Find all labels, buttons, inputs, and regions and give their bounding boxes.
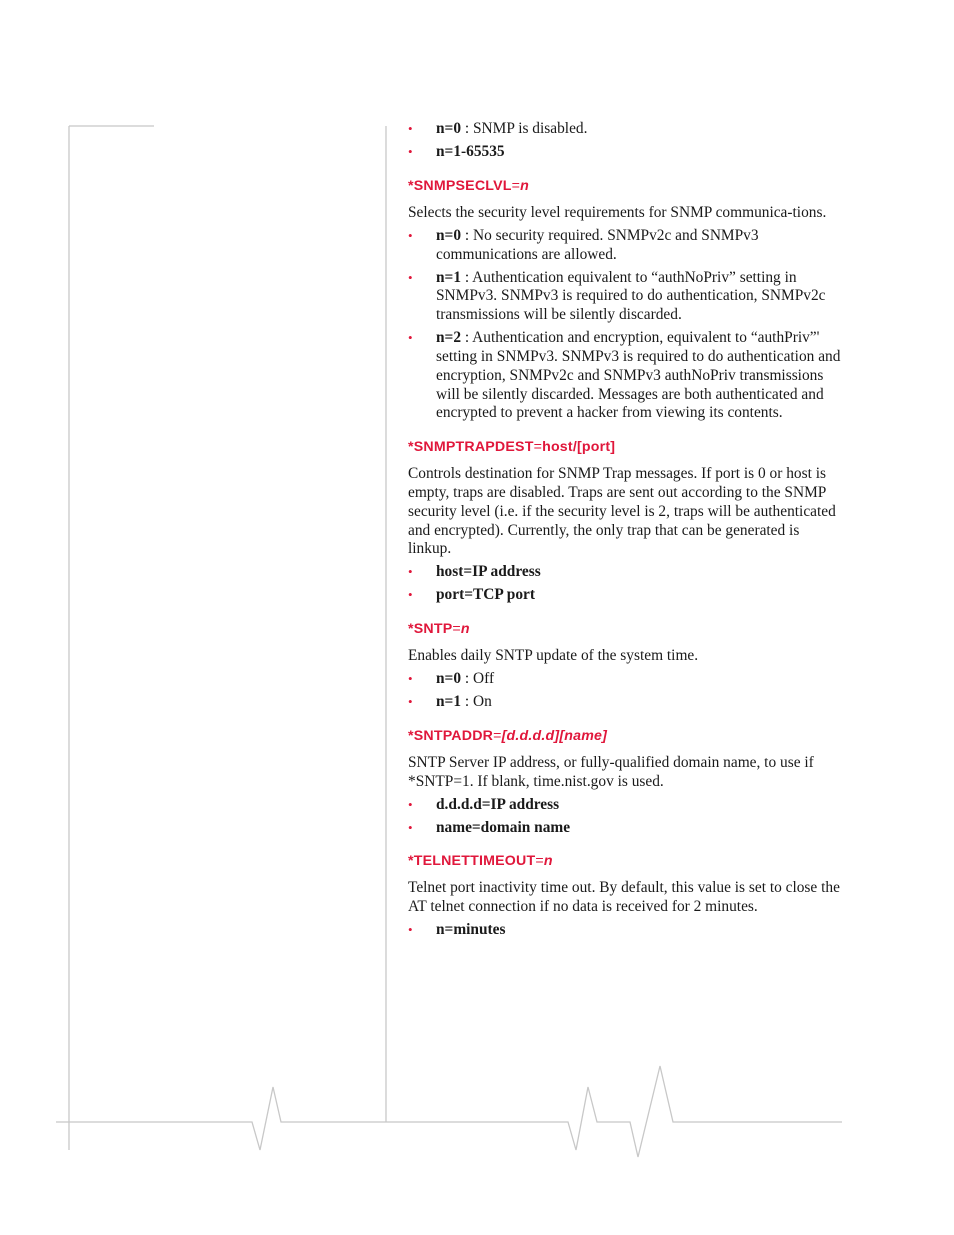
- section-sntpaddr: [408, 727, 842, 838]
- command-description: Selects the security level requirements for SNMP communica-tions.: [408, 203, 827, 221]
- bullet-icon: •: [408, 564, 413, 580]
- bullet-icon: •: [408, 587, 413, 603]
- bullet-icon: •: [408, 819, 413, 835]
- section-telnettimeout: [408, 852, 842, 940]
- list-item: • n=0 : SNMP is disabled.: [408, 120, 588, 137]
- bullet-icon: •: [408, 330, 413, 346]
- command-heading: *TELNETTIMEOUT=n: [408, 853, 553, 870]
- command-heading: *SNTP=n: [408, 621, 470, 638]
- section-sntp: [408, 620, 842, 712]
- section-snmpseclvl: [408, 177, 842, 423]
- bullet-icon: •: [408, 796, 413, 812]
- command-heading: *SNMPSECLVL=n: [408, 177, 529, 194]
- list-item: • n=1 : Authentication equivalent to “authNoPriv” setting in SNMPv3. SNMPv3 is required to do authentication, SNMPv2c transmissions will be silently discarded.: [408, 268, 826, 324]
- list-item: • n=1-65535: [408, 142, 505, 160]
- command-reference-column: [408, 120, 842, 944]
- list-item: • name=domain name: [408, 818, 571, 836]
- section-intro: [408, 120, 842, 162]
- bullet-icon: •: [408, 694, 413, 710]
- list-item: • n=minutes: [408, 921, 506, 939]
- list-item: • n=0 : Off: [408, 670, 495, 688]
- command-description: Telnet port inactivity time out. By default, this value is set to close the AT telnet connection if no data is received for 2 minutes.: [408, 879, 840, 916]
- bullet-icon: •: [408, 121, 413, 136]
- command-heading: *SNTPADDR=[d.d.d.d][name]: [408, 727, 608, 744]
- list-item: • n=1 : On: [408, 693, 492, 711]
- command-description: SNTP Server IP address, or fully-qualified domain name, to use if *SNTP=1. If blank, time.nist.gov is used.: [408, 753, 814, 790]
- bullet-icon: •: [408, 922, 413, 938]
- list-item: • host=IP address: [408, 563, 541, 581]
- list-item: • port=TCP port: [408, 586, 535, 604]
- bullet-icon: •: [408, 227, 413, 243]
- bottom-heartbeat-rule: [56, 1066, 842, 1157]
- bullet-icon: •: [408, 269, 413, 285]
- list-item: • n=2 : Authentication and encryption, equivalent to “authPriv”' setting in SNMPv3. SNMPv3 is required to do authentication and encryption, SNMPv2c and SNMPv3 authNoPriv transmissions will be silently discarded. Messages are both authenticated and encrypted to prevent a hacker from viewing its contents.: [408, 329, 841, 422]
- section-snmptrapdest: [408, 438, 842, 605]
- list-item: • n=0 : No security required. SNMPv2c and SNMPv3 communications are allowed.: [408, 226, 759, 263]
- bullet-icon: •: [408, 671, 413, 687]
- command-description: Controls destination for SNMP Trap messages. If port is 0 or host is empty, traps are disabled. Traps are sent out according to the SNMP security level (i.e. if the security level is 2, traps will be authenticated and encrypted). Currently, the only trap that can be generated is linkup.: [408, 465, 836, 558]
- bullet-icon: •: [408, 143, 413, 159]
- command-heading: *SNMPTRAPDEST=host/[port]: [408, 439, 616, 456]
- command-description: Enables daily SNTP update of the system time.: [408, 647, 699, 665]
- list-item: • d.d.d.d=IP address: [408, 795, 560, 813]
